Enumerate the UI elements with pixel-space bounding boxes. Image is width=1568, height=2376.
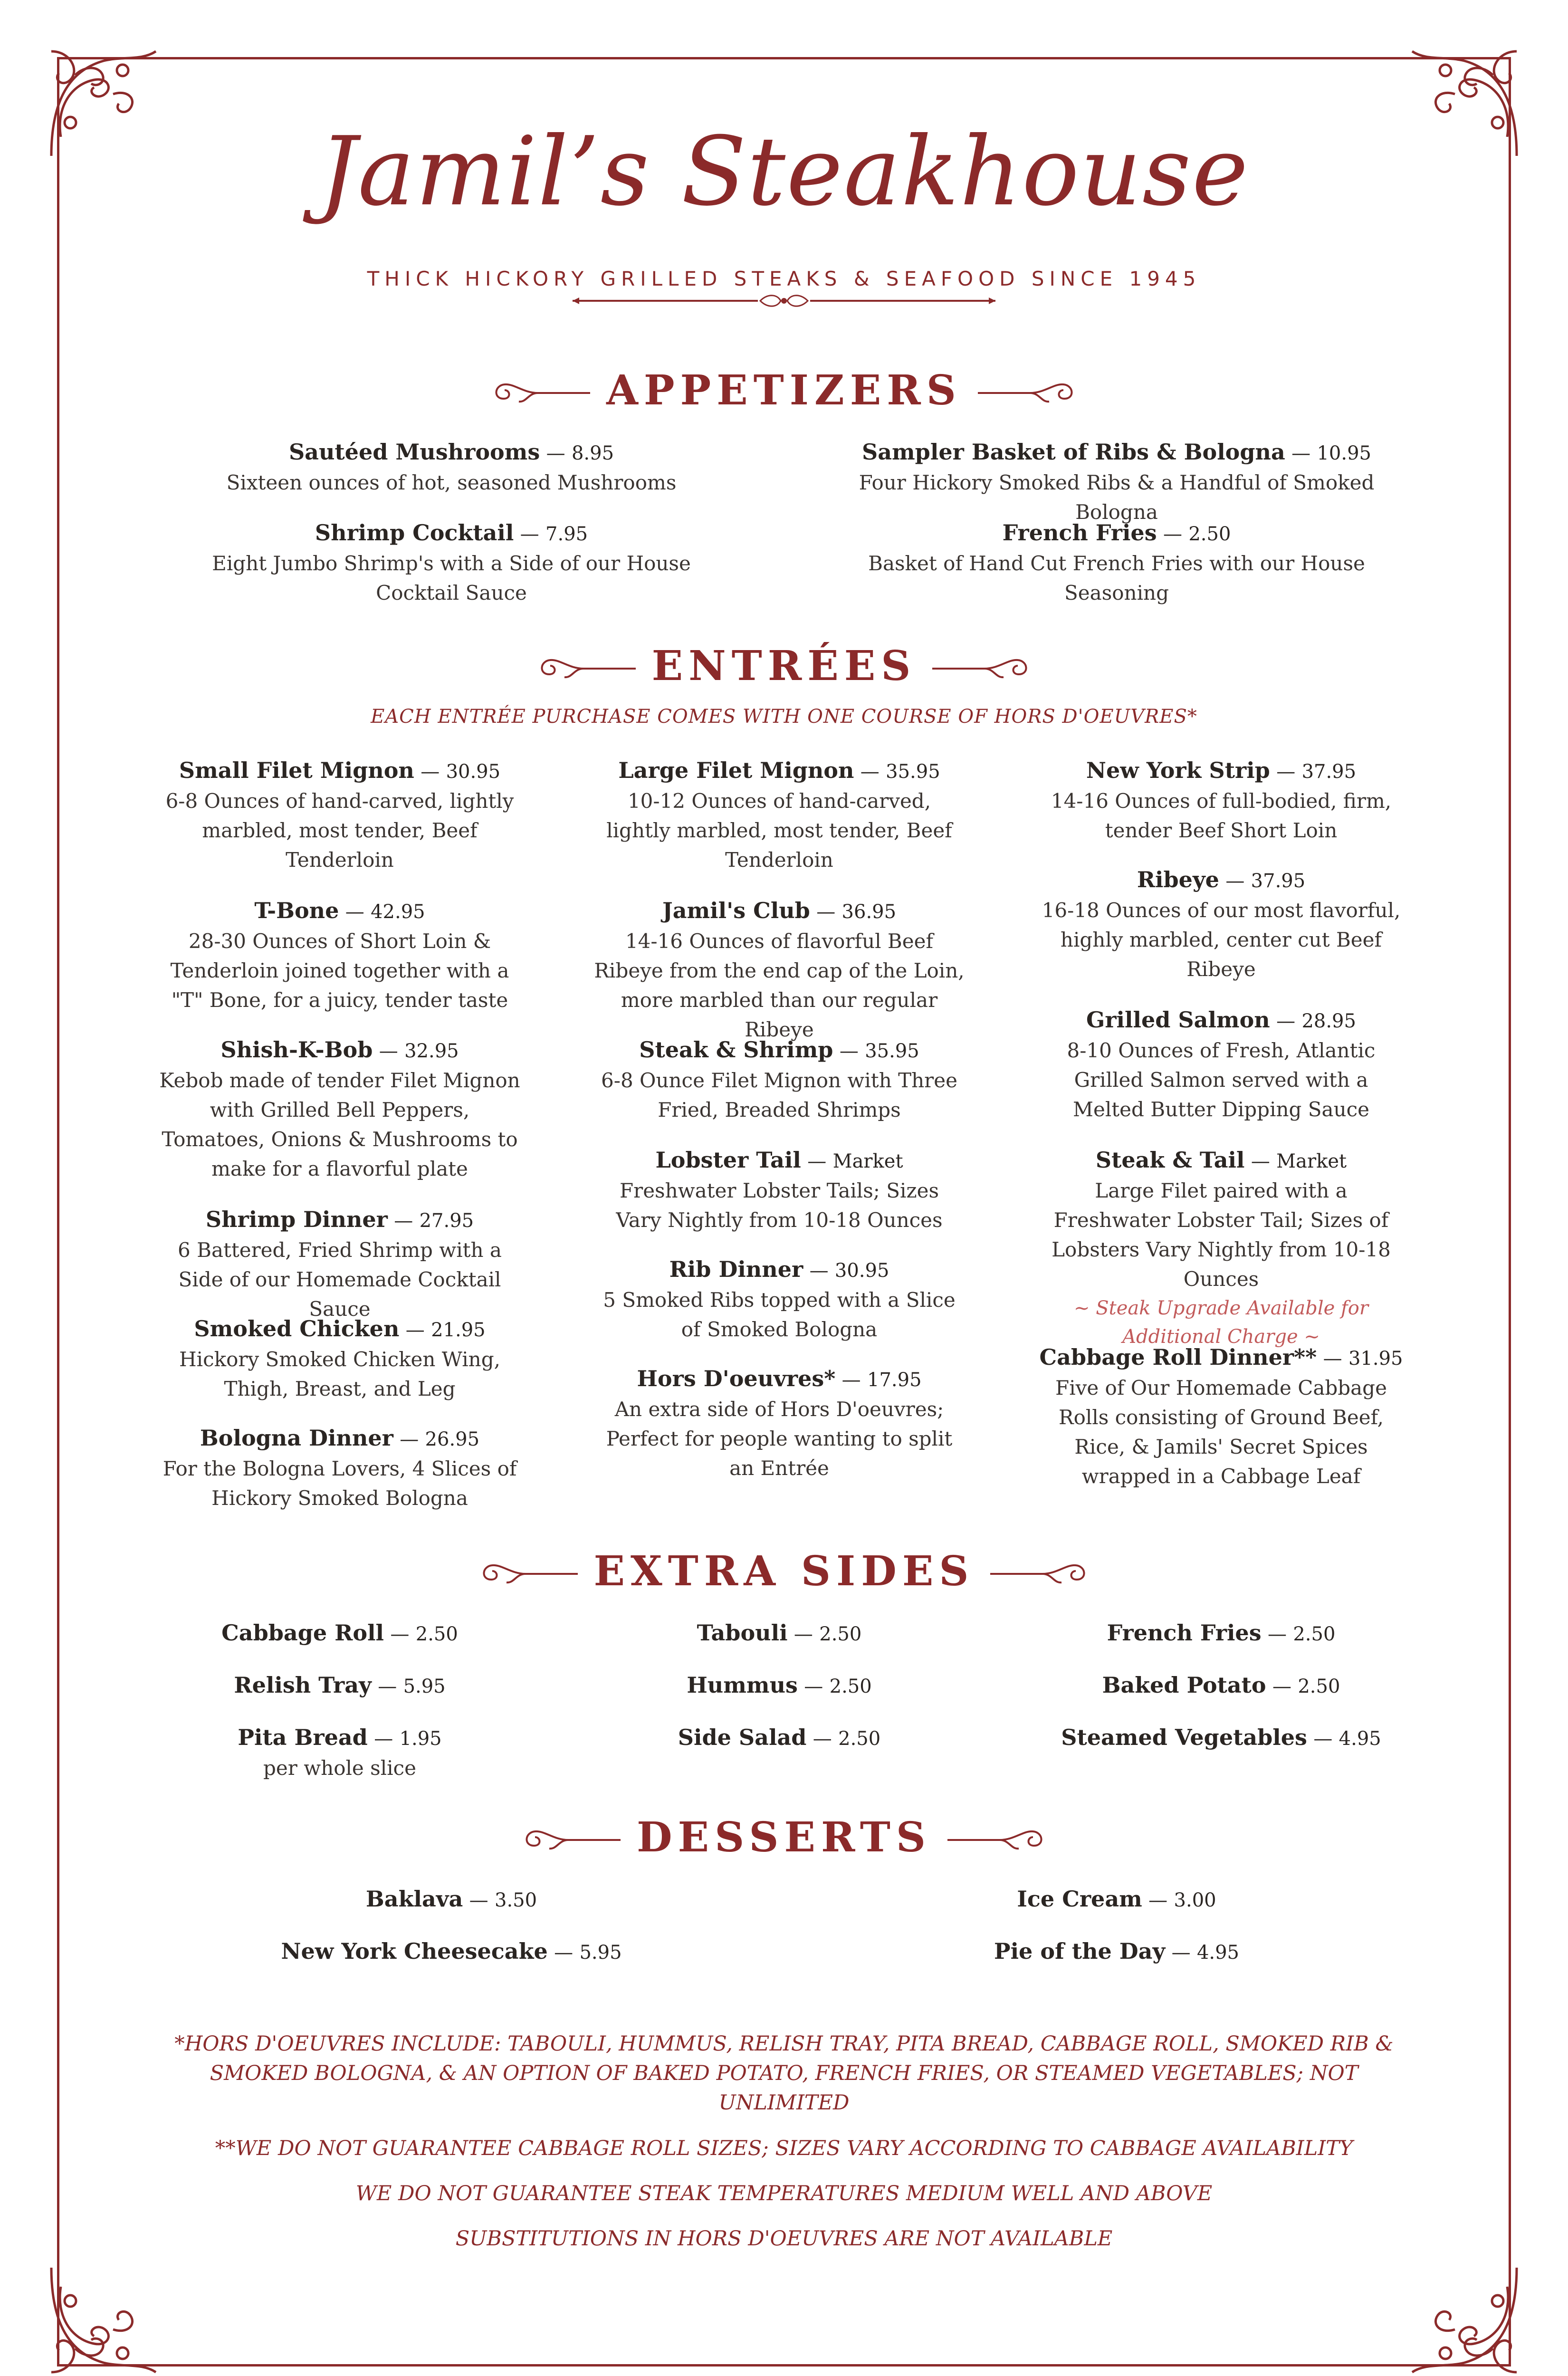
side-item: French Fries — 2.50 [1107,1620,1336,1646]
section-flourish-icon [511,1821,625,1854]
section-flourish-icon [973,374,1087,407]
section-flourish-icon [927,650,1042,683]
side-item: Cabbage Roll — 2.50 [221,1620,458,1646]
menu-item: New York Strip — 37.95 14-16 Ounces of full-bodied, firm, tender Beef Short Loin [1051,757,1392,842]
section-flourish-icon [943,1821,1057,1854]
appetizers-heading: APPETIZERS [0,361,1568,413]
section-flourish-icon [468,1555,583,1588]
extra-sides-heading: EXTRA SIDES [0,1542,1568,1594]
footnote-steak-temperature: WE DO NOT GUARANTEE STEAK TEMPERATURES MEDIUM WELL AND ABOVE [355,2182,1213,2205]
footnote-substitutions: SUBSTITUTIONS IN HORS D'OEUVRES ARE NOT AVAILABLE [455,2227,1113,2251]
section-flourish-icon [481,374,595,407]
menu-item: Bologna Dinner — 26.95 For the Bologna Lovers, 4 Slices of Hickory Smoked Bologna [163,1425,517,1510]
menu-item: Ribeye — 37.95 16-18 Ounces of our most flavorful, highly marbled, center cut Beef Ribeye [1042,867,1401,981]
menu-item: Hors D'oeuvres* — 17.95 An extra side of Hors D'oeuvres; Perfect for people wanting to split an Entrée [606,1366,953,1480]
steak-upgrade-note: ~ Steak Upgrade Available for Additional Charge ~ [1074,1297,1368,1348]
restaurant-tagline: THICK HICKORY GRILLED STEAKS & SEAFOOD SINCE 1945 [367,267,1201,290]
dessert-item: New York Cheesecake — 5.95 [281,1938,622,1964]
side-item: Pita Bread — 1.95 per whole slice [238,1725,442,1780]
section-flourish-icon [985,1555,1100,1588]
side-item: Tabouli — 2.50 [697,1620,862,1646]
menu-item: Shrimp Dinner — 27.95 6 Battered, Fried Shrimp with a Side of our Homemade Cocktail Sauce [178,1207,502,1321]
dessert-item: Ice Cream — 3.00 [1017,1886,1216,1912]
menu-item: Rib Dinner — 30.95 5 Smoked Ribs topped with a Slice of Smoked Bologna [603,1256,956,1341]
dessert-item: Pie of the Day — 4.95 [994,1938,1239,1964]
menu-item: Shish-K-Bob — 32.95 Kebob made of tender Filet Mignon with Grilled Bell Peppers, Tomatoes, Onions & Mushrooms to make for a flavorful plate [159,1037,520,1180]
menu-item: T-Bone — 42.95 28-30 Ounces of Short Loin & Tenderloin joined together with a "T" Bone, for a juicy, tender taste [170,898,509,1012]
side-item: Steamed Vegetables — 4.95 [1061,1725,1381,1750]
section-flourish-icon [526,650,641,683]
menu-item: Large Filet Mignon — 35.95 10-12 Ounces of hand-carved, lightly marbled, most tender, Beef Tenderloin [606,757,952,872]
side-item: Relish Tray — 5.95 [234,1672,446,1698]
menu-item: Sampler Basket of Ribs & Bologna — 10.95 Four Hickory Smoked Ribs & a Handful of Smoked Bologna [859,439,1375,524]
menu-item: Smoked Chicken — 21.95 Hickory Smoked Chicken Wing, Thigh, Breast, and Leg [179,1316,500,1400]
menu-item: Shrimp Cocktail — 7.95 Eight Jumbo Shrimp's with a Side of our House Cocktail Sauce [212,520,691,604]
menu-item: Jamil's Club — 36.95 14-16 Ounces of flavorful Beef Ribeye from the end cap of the Loin, more marbled than our regular Ribeye [594,898,965,1041]
menu-item: Sautéed Mushrooms — 8.95 Sixteen ounces of hot, seasoned Mushrooms [226,439,677,494]
entree-note: EACH ENTRÉE PURCHASE COMES WITH ONE COURSE OF HORS D'OEUVRES* [371,706,1197,728]
menu-item: Grilled Salmon — 28.95 8-10 Ounces of Fresh, Atlantic Grilled Salmon served with a Melted Butter Dipping Sauce [1067,1007,1376,1121]
desserts-heading: DESSERTS [0,1808,1568,1860]
menu-item: Steak & Shrimp — 35.95 6-8 Ounce Filet Mignon with Three Fried, Breaded Shrimps [601,1037,957,1121]
menu-item: Steak & Tail — Market Large Filet paired with a Freshwater Lobster Tail; Sizes of Lobsters Vary Nightly from 10-18 Ounces ~ Steak Upgrade Available for Additional Charge ~ [1036,1145,1406,1351]
corner-scroll-ornament-icon [42,2258,165,2376]
menu-item: Lobster Tail — Market Freshwater Lobster Tails; Sizes Vary Nightly from 10-18 Ounces [616,1147,943,1232]
restaurant-name: Jamil’s Steakhouse [319,116,1249,227]
divider-rule-icon [568,294,1000,308]
dessert-item: Baklava — 3.50 [365,1886,537,1912]
side-item: Baked Potato — 2.50 [1102,1672,1340,1698]
side-item: Side Salad — 2.50 [678,1725,881,1750]
footnote-cabbage-roll: **WE DO NOT GUARANTEE CABBAGE ROLL SIZES; SIZES VARY ACCORDING TO CABBAGE AVAILABILITY [215,2136,1353,2160]
menu-item: Small Filet Mignon — 30.95 6-8 Ounces of hand-carved, lightly marbled, most tender, Beef Tenderloin [165,757,514,872]
menu-item: Cabbage Roll Dinner** — 31.95 Five of Our Homemade Cabbage Rolls consisting of Ground Beef, Rice, & Jamils' Secret Spices wrapped in a Cabbage Leaf [1039,1344,1403,1488]
menu-item: French Fries — 2.50 Basket of Hand Cut French Fries with our House Seasoning [868,520,1365,604]
entrees-heading: ENTRÉES [0,637,1568,689]
footnote-hors-doeuvres: *HORS D'OEUVRES INCLUDE: TABOULI, HUMMUS, RELISH TRAY, PITA BREAD, CABBAGE ROLL, SMOKED RIB & SMOKED BOLOGNA, & AN OPTION OF BAKED POTATO, FRENCH FRIES, OR STEAMED VEGETABLES; NOT UNLIMITED [174,2032,1394,2115]
side-item: Hummus — 2.50 [687,1672,872,1698]
corner-scroll-ornament-icon [1403,2258,1526,2376]
